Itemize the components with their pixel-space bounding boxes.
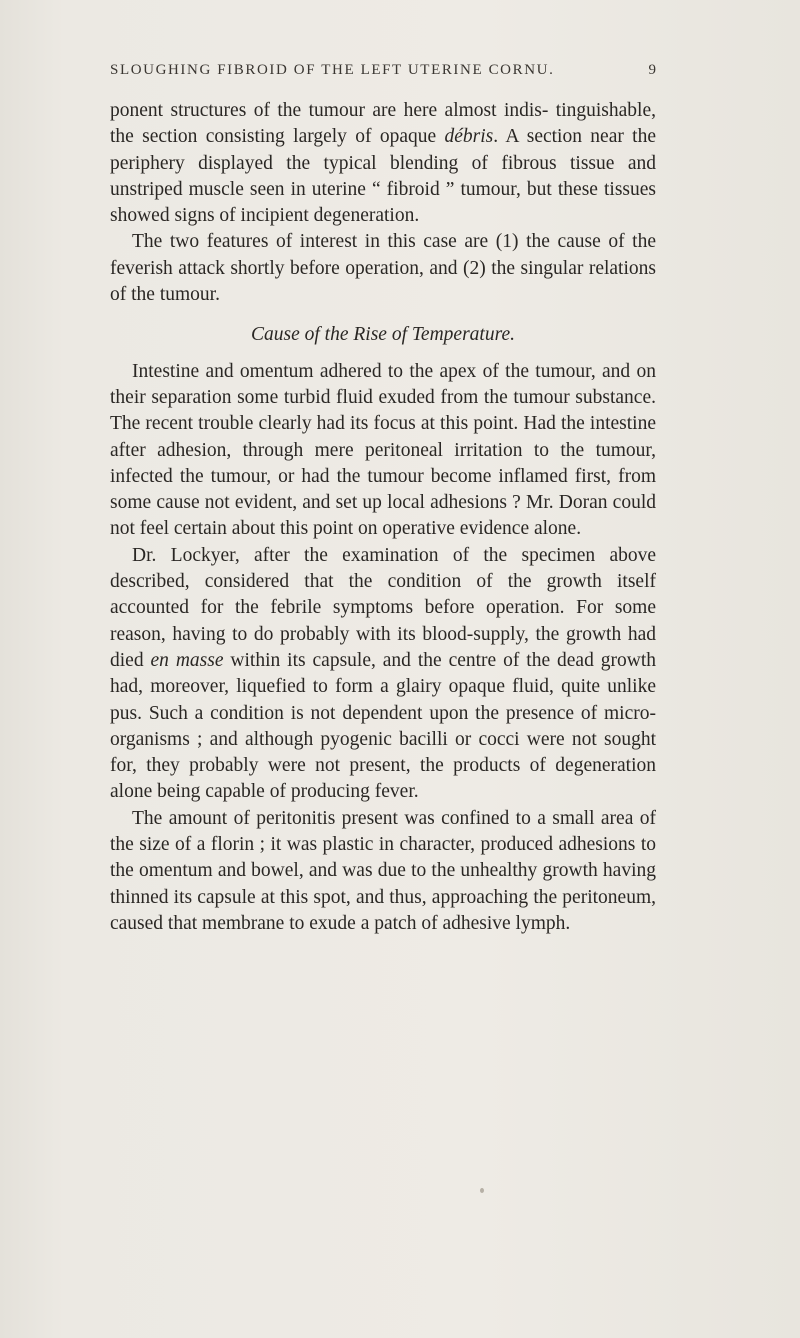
italic-term: en masse bbox=[150, 649, 224, 671]
running-head-title: SLOUGHING FIBROID OF THE LEFT UTERINE CORNU. bbox=[110, 62, 555, 78]
text-run: within its capsule, and the centre of the dead growth had, moreover, liquefied to form a glairy opaque fluid, quite unlike pus. Such a condition is not dependent upon the presence of micro-organisms ; and although pyogenic bacilli or cocci were not sought for, they probably were not present, the products of degeneration alone being capable of producing fever. bbox=[110, 649, 656, 803]
paragraph-features: The two features of interest in this case are (1) the cause of the feverish attack shortly before operation, and (2) the singular relations of the tumour. bbox=[110, 231, 656, 306]
running-head bbox=[110, 62, 656, 86]
text-run: . A section near the periphery displayed the typical blending of fibrous tissue and unstriped muscle seen in uterine “ fibroid ” tumour, but these tissues showed signs of incipient degeneration. bbox=[110, 126, 657, 227]
page-number: 9 bbox=[648, 62, 656, 78]
italic-term: débris bbox=[444, 126, 494, 148]
paragraph-peritonitis: The amount of peritonitis present was confined to a small area of the size of a florin ; it was plastic in character, produced adhesions to the omentum and bowel, and was due to the unhealthy growth having thinned its capsule at this spot, and thus, approaching the peritoneum, caused that membrane to exude a patch of adhesive lymph. bbox=[110, 807, 656, 934]
paragraph-intestine: Intestine and omentum adhered to the apex of the tumour, and on their separation some turbid fluid exuded from the tumour substance. The recent trouble clearly had its focus at this point. Had the intestine after adhesion, through mere peritoneal irritation to the tumour, infected the tumour, or had the tumour become inflamed first, from some cause not evident, and set up local adhesions ? Mr. Doran could not feel certain about this point on operative evidence alone. bbox=[110, 360, 656, 540]
text-run: Dr. Lockyer, after the examination of the specimen above described, considered that the condition of the growth itself accounted for the febrile symptoms before operation. For some reason, having to do probably with its blood-supply, the growth had died bbox=[110, 544, 656, 671]
paper-speck bbox=[480, 1188, 484, 1193]
paragraph-continuation bbox=[110, 98, 656, 229]
section-subheading: Cause of the Rise of Temperature. bbox=[251, 324, 515, 346]
text-run: ponent structures of the tumour are here almost indis- tinguishable, the section consisting largely of opaque bbox=[110, 100, 656, 148]
body-text bbox=[110, 98, 656, 937]
paragraph-lockyer bbox=[110, 543, 656, 806]
